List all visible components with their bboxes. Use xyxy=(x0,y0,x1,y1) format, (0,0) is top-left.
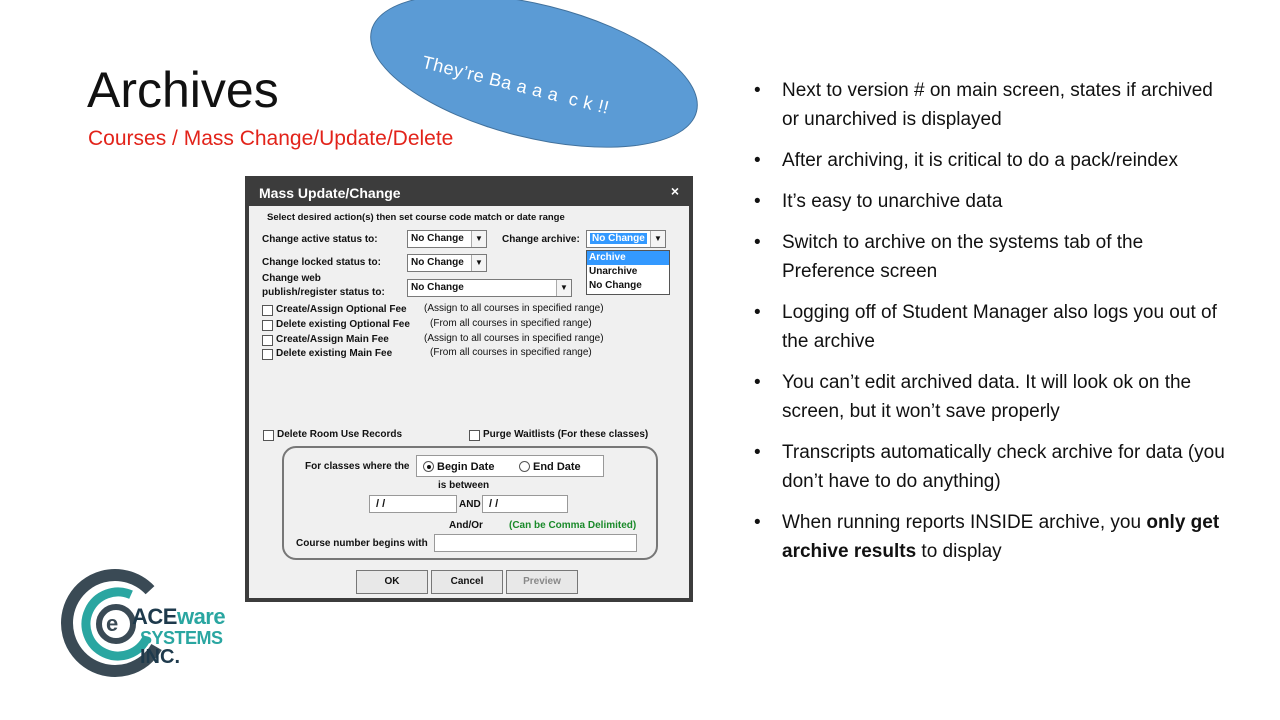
active-status-label: Change active status to: xyxy=(262,234,378,245)
web-status-label-line1: Change web xyxy=(262,273,321,284)
web-status-select[interactable] xyxy=(407,279,572,297)
date-to-input[interactable]: / / xyxy=(482,495,568,513)
delete-optional-fee-note: (From all courses in specified range) xyxy=(430,318,592,329)
bullet-text: Logging off of Student Manager also logs you out of the archive xyxy=(782,302,1217,352)
bullet-text: Transcripts automatically check archive for data (you don’t have to do anything) xyxy=(782,442,1225,492)
purge-waitlists-label: Purge Waitlists (For these classes) xyxy=(483,429,649,440)
bullet-item xyxy=(752,298,1232,356)
logo-text-aceware xyxy=(132,604,225,630)
logo-text-inc: INC. xyxy=(140,646,180,668)
archive-label: Change archive: xyxy=(502,234,580,245)
for-classes-label: For classes where the xyxy=(305,461,410,472)
bullet-text: You can’t edit archived data. It will look ok on the screen, but it won’t save properly xyxy=(782,372,1192,422)
svg-text:e: e xyxy=(106,611,119,636)
bullet-list xyxy=(752,76,1232,578)
create-main-fee-checkbox[interactable] xyxy=(262,335,273,346)
dialog-body xyxy=(249,206,689,598)
course-number-input[interactable] xyxy=(434,534,637,552)
chevron-down-icon[interactable]: ▼ xyxy=(650,231,665,247)
create-optional-fee-checkbox[interactable] xyxy=(262,305,273,316)
bullet-text: Next to version # on main screen, states if archived or unarchived is displayed xyxy=(782,80,1213,130)
bullet-item xyxy=(752,438,1232,496)
bullet-item xyxy=(752,508,1232,566)
delete-optional-fee-label: Delete existing Optional Fee xyxy=(276,319,410,330)
logo-text-systems: SYSTEMS xyxy=(140,628,223,648)
create-main-fee-note: (Assign to all courses in specified range) xyxy=(424,333,604,344)
dropdown-option-archive[interactable]: Archive xyxy=(587,251,669,265)
mass-update-dialog xyxy=(245,176,693,602)
end-date-label: End Date xyxy=(533,461,581,473)
begin-date-radio[interactable] xyxy=(423,461,434,472)
begin-date-label: Begin Date xyxy=(437,461,495,473)
select-value: No Change xyxy=(411,257,464,268)
course-number-label: Course number begins with xyxy=(296,538,428,549)
delete-room-use-label: Delete Room Use Records xyxy=(277,429,403,440)
is-between-label: is between xyxy=(438,480,490,491)
logo-ware: ware xyxy=(176,604,226,629)
bullet-item xyxy=(752,368,1232,426)
callout-text: They’re Ba a a a c k !! xyxy=(420,52,612,118)
archive-select[interactable] xyxy=(586,230,666,248)
delete-room-use-checkbox[interactable] xyxy=(263,430,274,441)
dropdown-option-unarchive[interactable]: Unarchive xyxy=(589,266,638,277)
create-main-fee-label: Create/Assign Main Fee xyxy=(276,334,389,345)
dropdown-option-no-change[interactable]: No Change xyxy=(589,280,642,291)
comma-delimited-note: (Can be Comma Delimited) xyxy=(509,520,637,531)
bullet-bold-text: only get archive results xyxy=(782,512,1220,562)
web-status-label-line2: publish/register status to: xyxy=(262,287,385,298)
bullet-text: It’s easy to unarchive data xyxy=(782,191,1003,212)
cancel-button[interactable]: Cancel xyxy=(431,570,503,594)
delete-main-fee-checkbox[interactable] xyxy=(262,349,273,360)
chevron-down-icon[interactable]: ▼ xyxy=(471,231,486,247)
purge-waitlists-checkbox[interactable] xyxy=(469,430,480,441)
ok-button[interactable]: OK xyxy=(356,570,428,594)
locked-status-label: Change locked status to: xyxy=(262,257,381,268)
bullet-item xyxy=(752,228,1232,286)
close-icon[interactable]: × xyxy=(670,183,679,199)
bullet-item xyxy=(752,187,1232,216)
locked-status-select[interactable] xyxy=(407,254,487,272)
instruction-text: Select desired action(s) then set course code match or date range xyxy=(267,212,565,223)
chevron-down-icon[interactable]: ▼ xyxy=(471,255,486,271)
bullet-text: When running reports INSIDE archive, you xyxy=(782,512,1147,533)
bullet-item xyxy=(752,76,1232,134)
delete-main-fee-label: Delete existing Main Fee xyxy=(276,348,393,359)
bullet-text: to display xyxy=(916,541,1002,562)
select-value: No Change xyxy=(411,233,464,244)
delete-optional-fee-checkbox[interactable] xyxy=(262,320,273,331)
select-value: No Change xyxy=(592,233,645,244)
dialog-title: Mass Update/Change xyxy=(259,185,401,201)
select-value: No Change xyxy=(411,282,464,293)
bullet-item xyxy=(752,146,1232,175)
create-optional-fee-label: Create/Assign Optional Fee xyxy=(276,304,407,315)
preview-button[interactable]: Preview xyxy=(506,570,578,594)
and-label: AND xyxy=(459,499,481,510)
bullet-text: After archiving, it is critical to do a pack/reindex xyxy=(782,150,1179,171)
logo-ace: ACE xyxy=(132,604,177,629)
slide-title: Archives xyxy=(87,62,279,118)
delete-main-fee-note: (From all courses in specified range) xyxy=(430,347,592,358)
date-from-input[interactable]: / / xyxy=(369,495,457,513)
slide-subtitle: Courses / Mass Change/Update/Delete xyxy=(88,127,454,150)
end-date-radio[interactable] xyxy=(519,461,530,472)
bullet-text: Switch to archive on the systems tab of the Preference screen xyxy=(782,232,1144,282)
chevron-down-icon[interactable]: ▼ xyxy=(556,280,571,296)
create-optional-fee-note: (Assign to all courses in specified range) xyxy=(424,303,604,314)
active-status-select[interactable] xyxy=(407,230,487,248)
archive-dropdown xyxy=(586,250,670,295)
and-or-label: And/Or xyxy=(449,520,483,531)
